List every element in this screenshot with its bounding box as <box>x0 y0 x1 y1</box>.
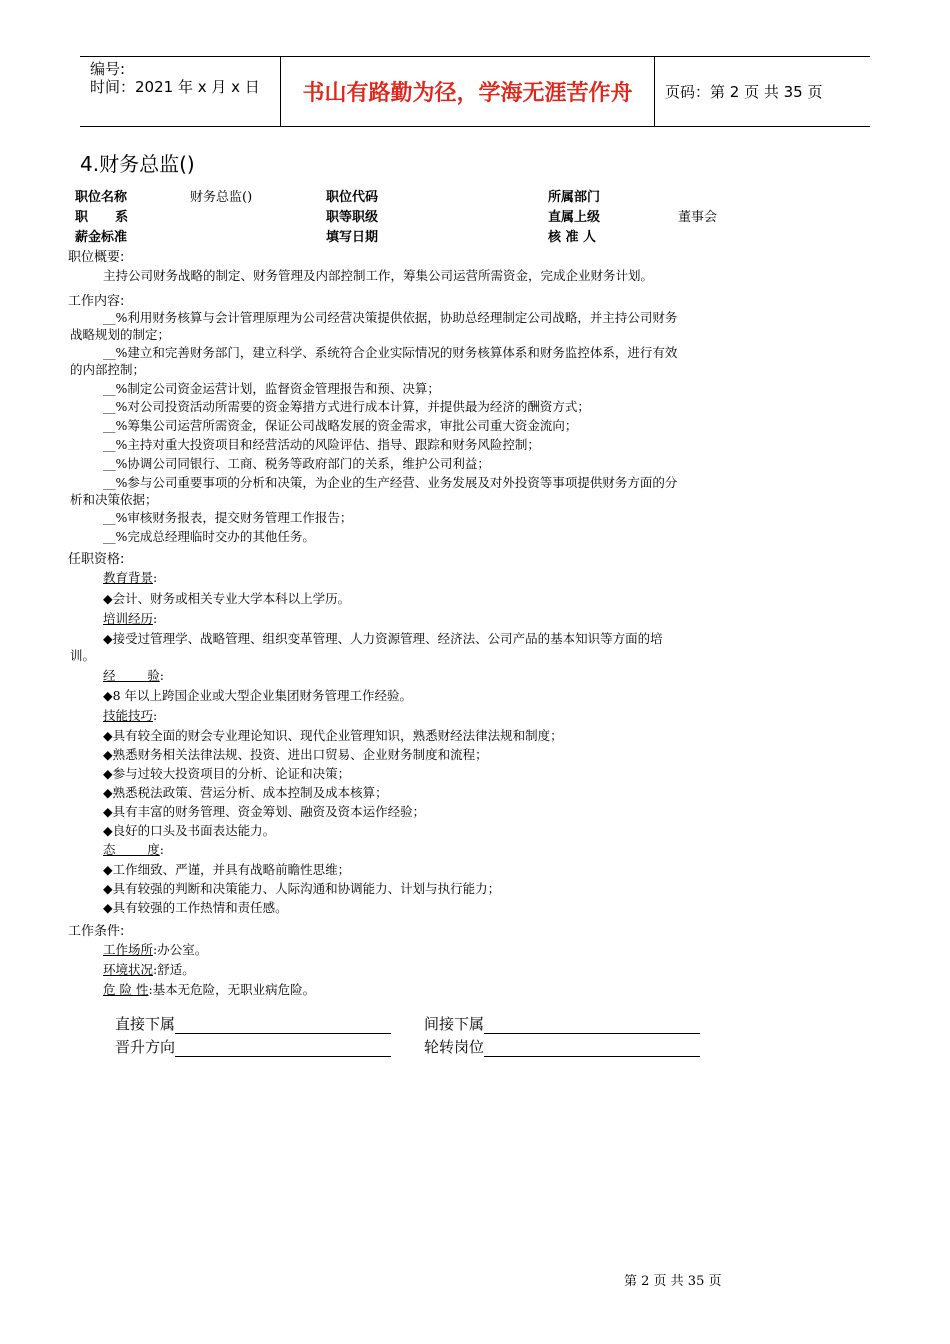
promotion-label: 晋升方向 <box>115 1038 176 1056</box>
conditions-heading: 工作条件: <box>68 924 125 939</box>
duty-line: __%协调公司同银行、工商、税务等政府部门的关系，维护公司利益； <box>103 456 490 471</box>
attitude-item: ◆工作细致、严谨，并具有战略前瞻性思维； <box>103 862 351 877</box>
blank-line <box>175 1041 391 1057</box>
experience-text: ◆8 年以上跨国企业或大型企业集团财务管理工作经验。 <box>103 688 413 703</box>
direct-subordinate-field <box>115 1013 391 1034</box>
education-label: 教育背景 <box>103 570 154 585</box>
direct-subordinate-label: 直接下属 <box>115 1015 176 1033</box>
skill-item: ◆具有丰富的财务管理、资金筹划、融资及资本运作经验； <box>103 804 426 819</box>
skill-item: ◆熟悉税法政策、营运分析、成本控制及成本核算； <box>103 785 388 800</box>
approver-label: 核 准 人 <box>548 230 597 245</box>
superior-value: 董事会 <box>678 210 718 225</box>
education-text: ◆会计、财务或相关专业大学本科以上学历。 <box>103 591 351 606</box>
risk-label: 危 险 性 <box>103 982 149 997</box>
skill-item: ◆熟悉财务相关法律法规、投资、进出口贸易、企业财务制度和流程； <box>103 747 488 762</box>
page-footer: 第 2 页 共 35 页 <box>624 1274 722 1289</box>
skill-item: ◆良好的口头及书面表达能力。 <box>103 823 276 838</box>
duty-line: __%对公司投资活动所需要的资金筹措方式进行成本计算，并提供最为经济的酬资方式； <box>103 399 590 414</box>
qualifications-heading: 任职资格: <box>68 552 125 567</box>
header-page-code: 页码：第 2 页 共 35 页 <box>665 83 823 101</box>
position-code-label: 职位代码 <box>326 190 379 205</box>
superior-label: 直属上级 <box>548 210 601 225</box>
duty-line: __%制定公司资金运营计划，监督资金管理报告和预、决算； <box>103 381 440 396</box>
duty-line: __%完成总经理临时交办的其他任务。 <box>103 529 315 544</box>
duty-line: 析和决策依据； <box>70 492 158 507</box>
series-label: 职 系 <box>75 210 129 225</box>
indirect-subordinate-label: 间接下属 <box>424 1015 485 1033</box>
duty-line: __%筹集公司运营所需资金，保证公司战略发展的资金需求，审批公司重大资金流向； <box>103 418 578 433</box>
training-label: 培训经历 <box>103 611 154 626</box>
experience-label: 经 验 <box>103 668 160 683</box>
header-meta <box>80 57 281 126</box>
duty-line: __%审核财务报表，提交财务管理工作报告； <box>103 510 353 525</box>
skills-label: 技能技巧 <box>103 708 154 723</box>
duties-heading: 工作内容: <box>68 294 125 309</box>
attitude-label: 态 度 <box>103 842 160 857</box>
page-title: 4.财务总监() <box>80 152 195 176</box>
position-name-label: 职位名称 <box>75 190 128 205</box>
risk-value: :基本无危险，无职业病危险。 <box>148 982 316 997</box>
grade-label: 职等职级 <box>326 210 379 225</box>
blank-line <box>484 1041 700 1057</box>
doc-time: 时间：2021 年 x 月 x 日 <box>90 78 260 96</box>
colon: : <box>159 842 165 857</box>
promotion-field <box>115 1036 391 1057</box>
header-motto: 书山有路勤为径，学海无涯苦作舟 <box>281 57 655 126</box>
duty-line: __%利用财务核算与会计管理原理为公司经营决策提供依据，协助总经理制定公司战略，并主持公司财务 <box>103 310 678 325</box>
training-text-2: 训。 <box>70 648 96 663</box>
colon: : <box>153 708 158 723</box>
document-header <box>80 56 870 127</box>
rotation-label: 轮转岗位 <box>424 1038 485 1056</box>
indirect-subordinate-field <box>424 1013 700 1034</box>
attitude-item: ◆具有较强的判断和决策能力、人际沟通和协调能力、计划与执行能力； <box>103 881 501 896</box>
duty-line: 的内部控制； <box>70 362 146 377</box>
duty-line: __%主持对重大投资项目和经营活动的风险评估、指导、跟踪和财务风险控制； <box>103 437 540 452</box>
salary-label: 薪金标准 <box>75 230 128 245</box>
environment-value: :舒适。 <box>153 962 195 977</box>
position-name-value: 财务总监() <box>190 190 253 205</box>
rotation-field <box>424 1036 700 1057</box>
overview-heading: 职位概要: <box>68 250 125 265</box>
department-label: 所属部门 <box>548 190 601 205</box>
doc-number-label: 编号: <box>90 60 126 78</box>
colon: : <box>153 611 158 626</box>
overview-text: 主持公司财务战略的制定、财务管理及内部控制工作，筹集公司运营所需资金，完成企业财务计划。 <box>103 268 654 283</box>
environment-label: 环境状况 <box>103 962 154 977</box>
duty-line: 战略规划的制定； <box>70 327 171 342</box>
place-value: :办公室。 <box>153 942 208 957</box>
skill-item: ◆参与过较大投资项目的分析、论证和决策； <box>103 766 351 781</box>
colon: : <box>153 570 158 585</box>
place-label: 工作场所 <box>103 942 154 957</box>
skill-item: ◆具有较全面的财会专业理论知识、现代企业管理知识，熟悉财经法律法规和制度； <box>103 728 563 743</box>
colon: : <box>159 668 165 683</box>
duty-line: __%参与公司重要事项的分析和决策，为企业的生产经营、业务发展及对外投资等事项提供财务方面的分 <box>103 475 678 490</box>
blank-line <box>175 1018 391 1034</box>
blank-line <box>484 1018 700 1034</box>
duty-line: __%建立和完善财务部门，建立科学、系统符合企业实际情况的财务核算体系和财务监控体系，进行有效 <box>103 345 678 360</box>
attitude-item: ◆具有较强的工作热情和责任感。 <box>103 900 288 915</box>
date-label: 填写日期 <box>326 230 379 245</box>
training-text-1: ◆接受过管理学、战略管理、组织变革管理、人力资源管理、经济法、公司产品的基本知识等方面的培 <box>103 631 663 646</box>
